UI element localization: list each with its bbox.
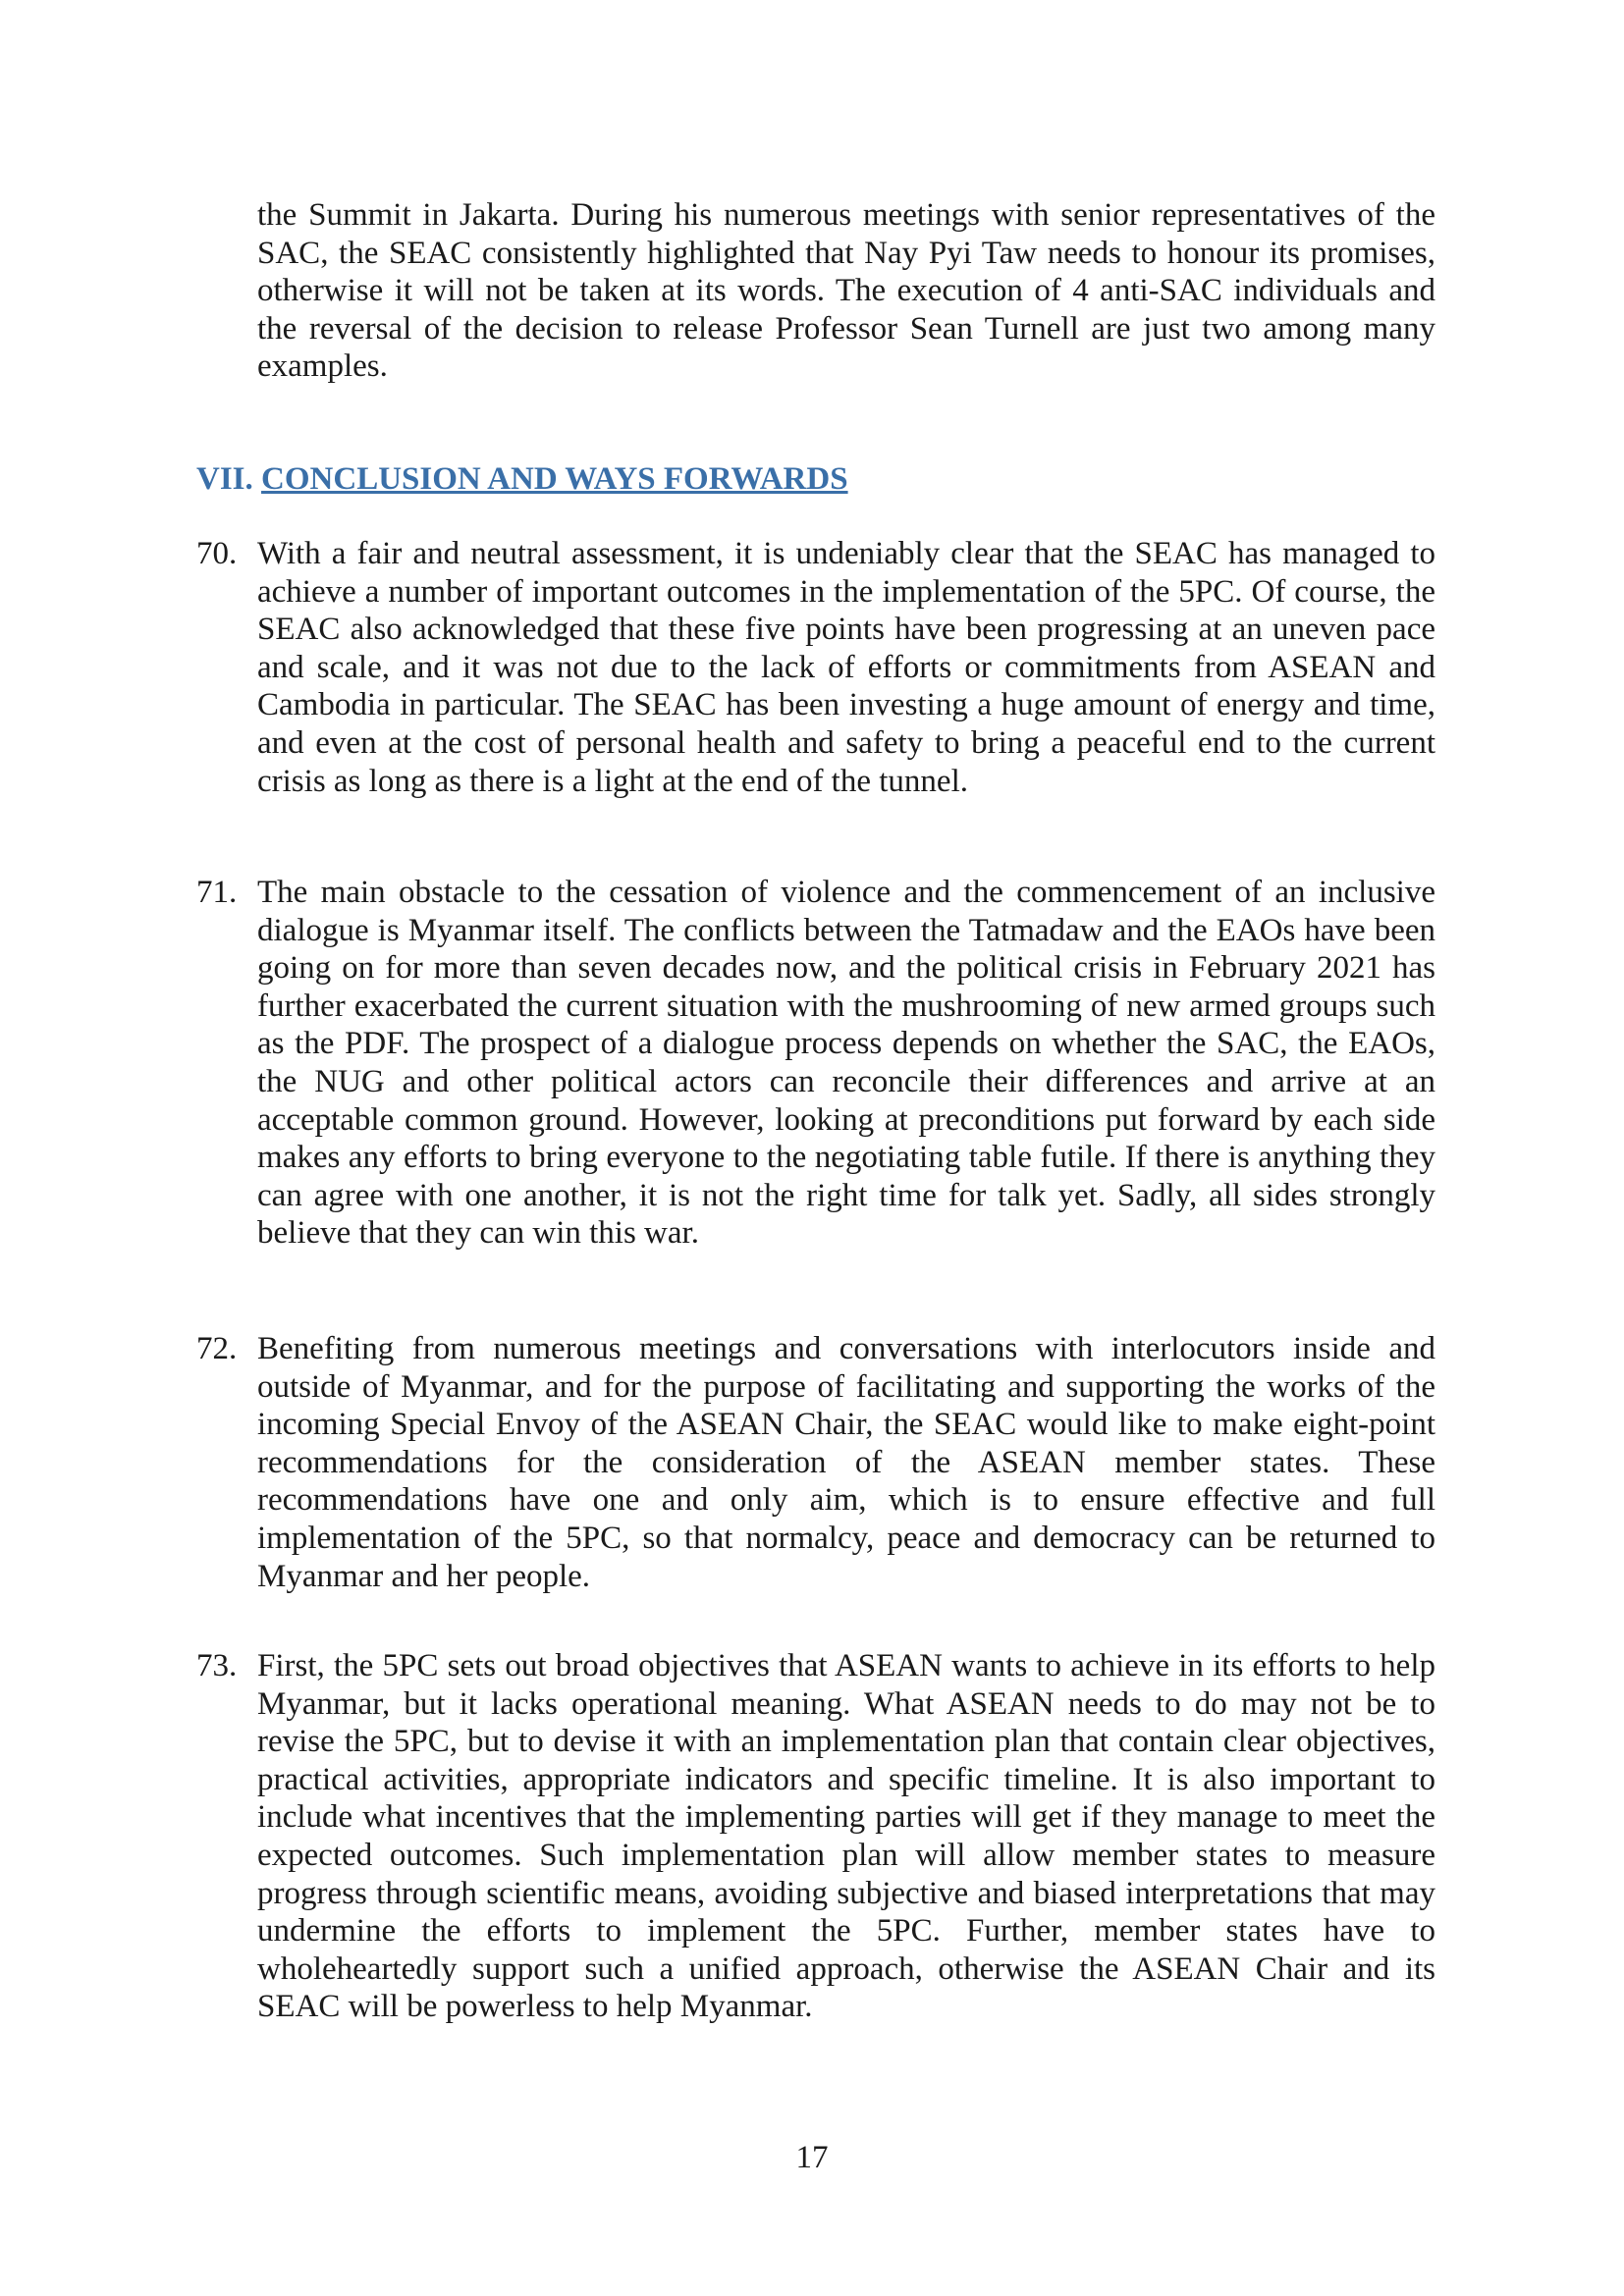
- paragraph-72: Benefiting from numerous meetings and conversations with interlocutors inside and outside of Myanmar, and for the purpose of facilitating and supporting the works of the incoming Special Envoy of the ASEAN Chair, the SEAC would like to make eight-point recommendations for the consideration of the ASEAN member states. These recommendations have one and only aim, which is to ensure effective and full implementation of the 5PC, so that normalcy, peace and democracy can be returned to Myanmar and her people.: [257, 1331, 1435, 1594]
- paragraph-number-72: 72.: [196, 1331, 238, 1366]
- paragraph-number-70: 70.: [196, 536, 238, 571]
- page-number: 17: [795, 2140, 829, 2175]
- intro-paragraph: the Summit in Jakarta. During his numerous meetings with senior representatives of the SAC, the SEAC consistently highlighted that Nay Pyi Taw needs to honour its promises, otherwise it will not be taken at its words. The execution of 4 anti-SAC individuals and the reversal of the decision to release Professor Sean Turnell are just two among many examples.: [257, 197, 1435, 385]
- paragraph-number-73: 73.: [196, 1648, 238, 1683]
- section-numeral: VII.: [196, 461, 253, 497]
- paragraph-73: First, the 5PC sets out broad objectives that ASEAN wants to achieve in its efforts to help Myanmar, but it lacks operational meaning. What ASEAN needs to do may not be to revise the 5PC, but to devise it with an implementation plan that contain clear objectives, practical activities, appropriate indicators and specific timeline. It is also important to include what incentives that the implementing parties will get if they manage to meet the expected outcomes. Such implementation plan will allow member states to measure progress through scientific means, avoiding subjective and biased interpretations that may undermine the efforts to implement the 5PC. Further, member states have to wholeheartedly support such a unified approach, otherwise the ASEAN Chair and its SEAC will be powerless to help Myanmar.: [257, 1648, 1435, 2025]
- section-heading: [196, 459, 848, 499]
- paragraph-71: The main obstacle to the cessation of violence and the commencement of an inclusive dialogue is Myanmar itself. The conflicts between the Tatmadaw and the EAOs have been going on for more than seven decades now, and the political crisis in February 2021 has further exacerbated the current situation with the mushrooming of new armed groups such as the PDF. The prospect of a dialogue process depends on whether the SAC, the EAOs, the NUG and other political actors can reconcile their differences and arrive at an acceptable common ground. However, looking at preconditions put forward by each side makes any efforts to bring everyone to the negotiating table futile. If there is anything they can agree with one another, it is not the right time for talk yet. Sadly, all sides strongly believe that they can win this war.: [257, 875, 1435, 1252]
- paragraph-number-71: 71.: [196, 875, 238, 910]
- paragraph-70: With a fair and neutral assessment, it is undeniably clear that the SEAC has managed to achieve a number of important outcomes in the implementation of the 5PC. Of course, the SEAC also acknowledged that these five points have been progressing at an uneven pace and scale, and it was not due to the lack of efforts or commitments from ASEAN and Cambodia in particular. The SEAC has been investing a huge amount of energy and time, and even at the cost of personal health and safety to bring a peaceful end to the current crisis as long as there is a light at the end of the tunnel.: [257, 536, 1435, 799]
- section-title: CONCLUSION AND WAYS FORWARDS: [261, 461, 848, 497]
